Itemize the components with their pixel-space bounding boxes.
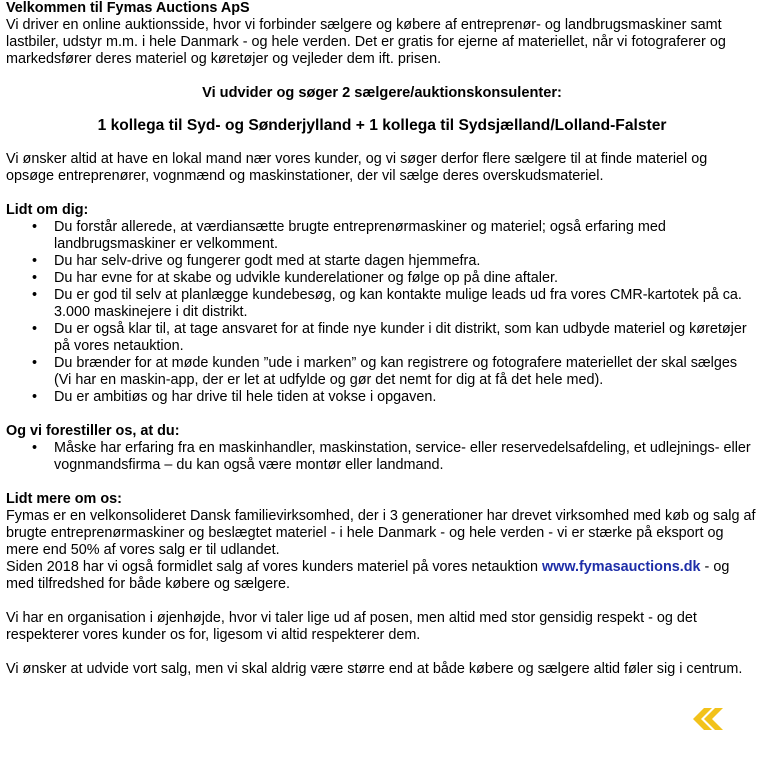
- page-title: Velkommen til Fymas Auctions ApS: [6, 0, 250, 16]
- list-item: [6, 219, 758, 253]
- bullet-icon: •: [32, 355, 38, 371]
- netauction-paragraph: [6, 559, 758, 593]
- list-item: [6, 253, 758, 270]
- list-item-text: Du er god til selv at planlægge kundebesøg, og kan kontakte mulige leads ud fra vores CMR-kartotek på ca. 3.000 maskinejere i dit distrikt.: [54, 287, 742, 320]
- bullet-icon: •: [32, 440, 38, 456]
- list-item-text: Du har selv-drive og fungerer godt med at starte dagen hjemmefra.: [54, 253, 481, 269]
- intro-paragraph: Vi driver en online auktionsside, hvor vi forbinder sælgere og købere af entreprenør- og landbrugsmaskiner samt lastbiler, udstyr m.m. i hele Danmark - og hele verden. Det er gratis for ejerne af materiellet, når vi fotograferer og markedsfører deres materiel og køretøjer og vejleder dem ift. prisen.: [6, 17, 726, 67]
- hiring-heading: Vi udvider og søger 2 sælgere/auktionskonsulenter:: [202, 85, 562, 101]
- double-chevron-left-icon: [690, 706, 726, 732]
- website-link[interactable]: www.fymasauctions.dk: [541, 559, 701, 575]
- list-item-text: Du har evne for at skabe og udvikle kunderelationer og følge op på dine aftaler.: [54, 270, 558, 286]
- list-item: [6, 287, 758, 321]
- bullet-icon: •: [32, 253, 38, 269]
- job-posting: [6, 0, 758, 695]
- list-item: [6, 440, 758, 474]
- about-you-heading: Lidt om dig:: [6, 202, 89, 218]
- company-description: Fymas er en velkonsolideret Dansk familievirksomhed, der i 3 generationer har drevet virksomhed med køb og salg af brugte entreprenørmaskiner og beslægtet materiel - i hele Danmark - og hele verden - vi er stærke på eksport og mere end 50% af vores salg er til udlandet.: [6, 508, 756, 558]
- list-item: [6, 321, 758, 355]
- local-presence-paragraph: Vi ønsker altid at have en lokal mand nær vores kunder, og vi søger derfor flere sælgere til at finde materiel og opsøge entreprenører, vognmænd og maskinstationer, der vil sælge deres overskudsmateriel.: [6, 151, 708, 184]
- bullet-icon: •: [32, 287, 38, 303]
- about-you-list: [6, 219, 758, 406]
- list-item: [6, 389, 758, 406]
- imagine-list: [6, 440, 758, 474]
- bullet-icon: •: [32, 389, 38, 405]
- organisation-paragraph: Vi har en organisation i øjenhøjde, hvor vi taler lige ud af posen, men altid med stor gensidig respekt - og det respekterer vores kunder os for, ligesom vi altid respekterer dem.: [6, 610, 697, 643]
- list-item: [6, 355, 758, 389]
- list-item-text: Du brænder for at møde kunden ”ude i marken” og kan registrere og fotografere materiellet der skal sælges (Vi har en maskin-app, der er let at udfylde og gør det nemt for dig at få det hele med).: [54, 355, 738, 388]
- bullet-icon: •: [32, 270, 38, 286]
- imagine-heading: Og vi forestiller os, at du:: [6, 423, 180, 439]
- list-item-text: Du er ambitiøs og har drive til hele tiden at vokse i opgaven.: [54, 389, 437, 405]
- bullet-icon: •: [32, 219, 38, 235]
- list-item: [6, 270, 758, 287]
- closing-paragraph: Vi ønsker at udvide vort salg, men vi skal aldrig være større end at både købere og sælgere altid føler sig i centrum.: [6, 661, 743, 677]
- netauction-text-after: - og med tilfredshed for både købere og sælgere.: [6, 559, 730, 592]
- netauction-text-before: Siden 2018 har vi også formidlet salg af vores kunders materiel på vores netauktion: [6, 559, 542, 575]
- list-item-text: Måske har erfaring fra en maskinhandler, maskinstation, service- eller reservedelsafdeling, et udlejnings- eller vognmandsfirma – du kan også være montør eller landmand.: [54, 440, 751, 473]
- positions-heading: 1 kollega til Syd- og Sønderjylland + 1 kollega til Sydsjælland/Lolland-Falster: [97, 117, 667, 134]
- list-item-text: Du er også klar til, at tage ansvaret for at finde nye kunder i dit distrikt, som kan udbyde materiel og køretøjer på vores netauktion.: [54, 321, 747, 354]
- list-item-text: Du forstår allerede, at værdiansætte brugte entreprenørmaskiner og materiel; også erfaring med landbrugsmaskiner er velkomment.: [54, 219, 666, 252]
- more-about-us-heading: Lidt mere om os:: [6, 491, 122, 507]
- bullet-icon: •: [32, 321, 38, 337]
